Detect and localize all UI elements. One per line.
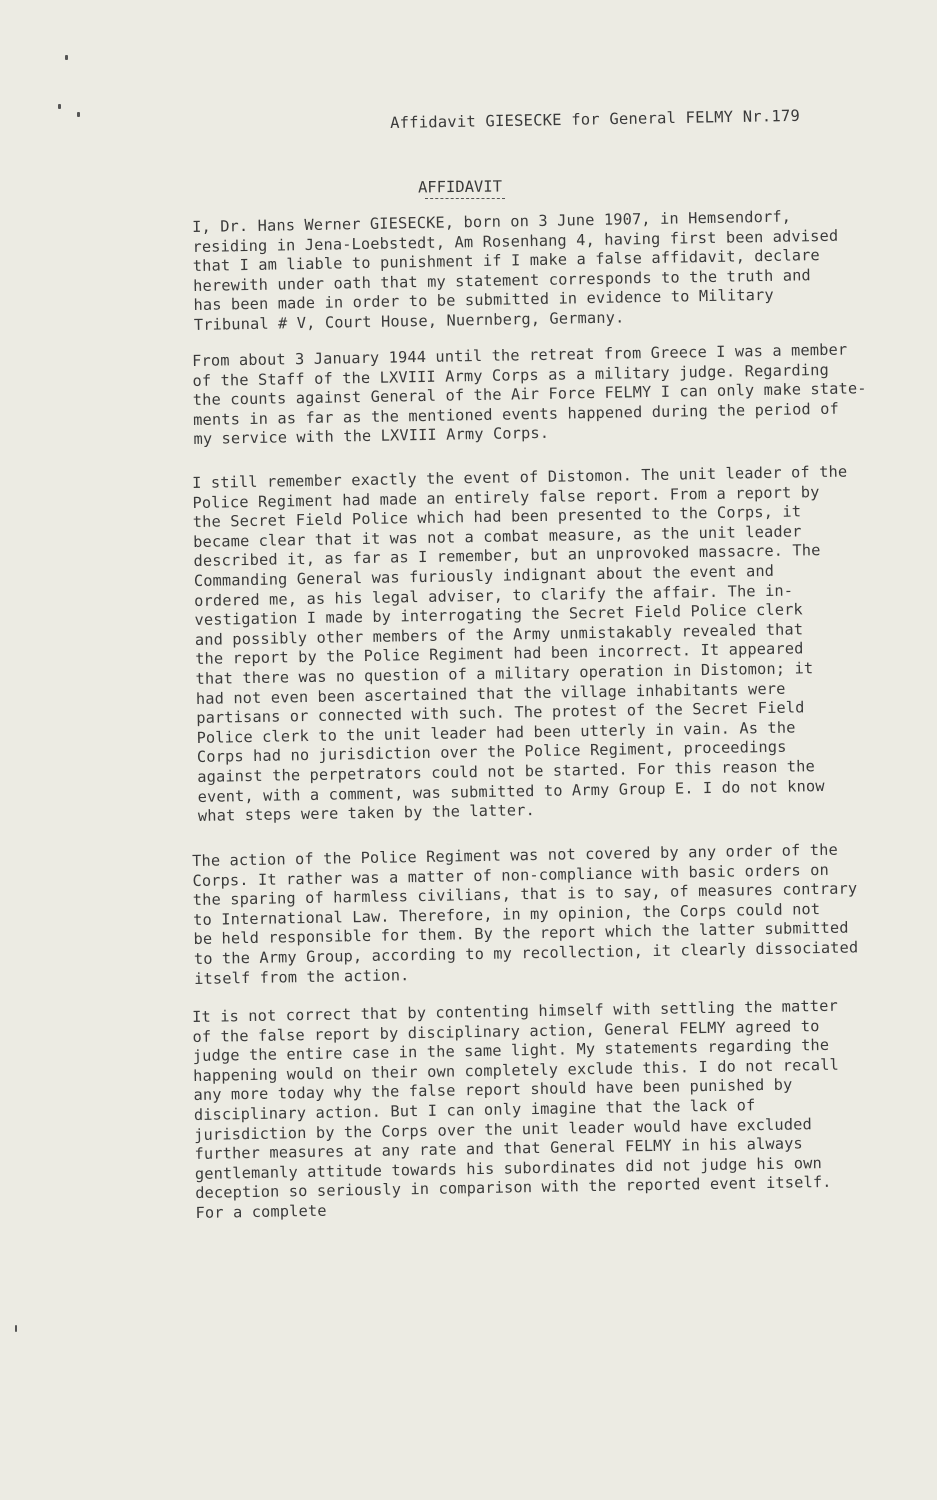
paragraph-service: From about 3 January 1944 until the retreat from Greece I was a member of the Staff of the LXVIII Army Corps as a military judge. Regarding the counts against General of the Air Force FELMY I can only make state- ments in as far as the mentioned events happened during the period of my service with the LXVIII Army Corps.: [192, 340, 867, 449]
paper-speck: [15, 1325, 17, 1332]
paper-speck: [77, 112, 80, 117]
paragraph-declaration: I, Dr. Hans Werner GIESECKE, born on 3 June 1907, in Hemsendorf, residing in Jena-Loebstedt, Am Rosenhang 4, having first been advised that I am liable to punishment if I make a false affidavit, declare herewith under oath that my statement corresponds to the truth and has been made in order to be submitted in evidence to Military Tribunal # V, Court House, Nuernberg, Germany.: [192, 207, 839, 334]
title-underline: [425, 198, 505, 199]
paragraph-disciplinary-action: It is not correct that by contenting himself with settling the matter of the false report by disciplinary action, General FELMY agreed to judge the entire case in the same light. My statements regarding the happening would on their own completely exclude this. I do not recall any more today why the false report should have been punished by disciplinary action. But I can only imagine that the lack of jurisdiction by the Corps over the unit leader would have excluded further measures at any rate and that General FELMY in his always gentlemanly attitude towards his subordinates did not judge his own deception so seriously in comparison with the reported event itself. For a complete: [192, 996, 840, 1222]
page-title: AFFIDAVIT: [417, 177, 503, 197]
paragraph-distomon: I still remember exactly the event of Distomon. The unit leader of the Police Regiment had made an entirely false report. From a report by the Secret Field Police which had been presented to the Corps, it became clear that it was not a combat measure, as the unit leader described it, as far as I remember, but an unprovoked massacre. The Commanding General was furiously indignant about the event and ordered me, as his legal adviser, to clarify the affair. The in- vestigation I made by interrogating the Secret Field Police clerk and possibly other members of the Army unmistakably revealed that the report by the Police Regiment had been incorrect. It appeared that there was no question of a military operation in Distomon; it had not even been ascertained that the village inhabitants were partisans or connected with such. The protest of the Secret Field Police clerk to the unit leader had been utterly in vain. As the Corps had no jurisdiction over the Police Regiment, proceedings against the perpetrators could not be started. For this reason the event, with a comment, was submitted to Army Group E. I do not know what steps were taken by the latter.: [192, 462, 848, 826]
document-header: Affidavit GIESECKE for General FELMY Nr.179: [390, 106, 801, 132]
paper-speck: [58, 104, 61, 109]
paragraph-police-regiment: The action of the Police Regiment was not covered by any order of the Corps. It rather was a matter of non-compliance with basic orders on the sparing of harmless civilians, that is to say, of measures contrary to International Law. Therefore, in my opinion, the Corps could not be held responsible for them. By the report which the latter submitted to the Army Group, according to my recollection, it clearly dissociated itself from the action.: [192, 840, 859, 988]
paper-speck: [65, 55, 68, 60]
